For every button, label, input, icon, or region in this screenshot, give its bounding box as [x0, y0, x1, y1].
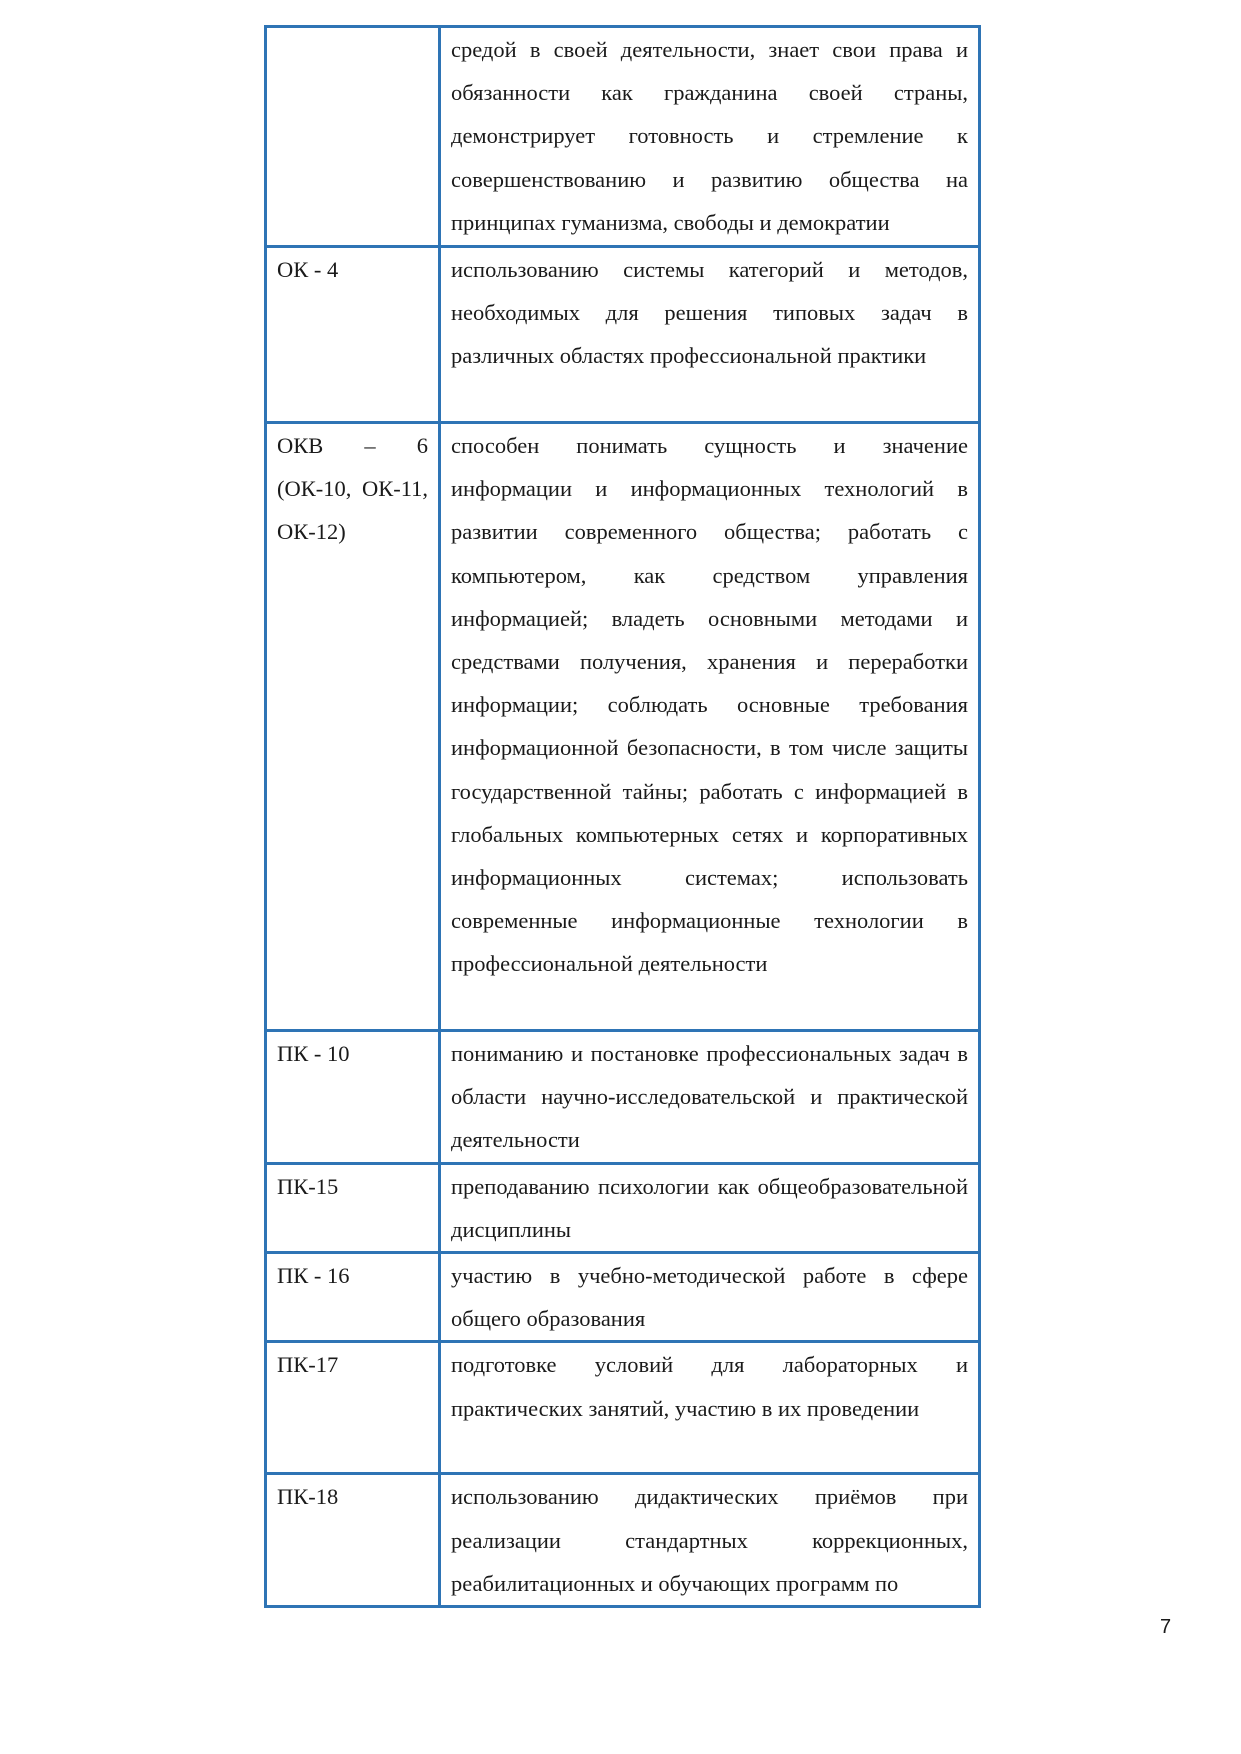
table-row — [266, 27, 980, 247]
table-row — [266, 423, 980, 1031]
competency-description: подготовке условий для лабораторных и практических занятий, участию в их проведении — [440, 1342, 980, 1474]
competency-description: преподаванию психологии как общеобразовательной дисциплины — [440, 1163, 980, 1252]
table-row — [266, 247, 980, 423]
competency-code: ПК-18 — [266, 1474, 440, 1607]
competencies-table — [264, 25, 981, 1608]
competency-description: участию в учебно-методической работе в сфере общего образования — [440, 1253, 980, 1342]
page-number: 7 — [1160, 1616, 1172, 1638]
competency-description: использованию системы категорий и методов, необходимых для решения типовых задач в различных областях профессиональной практики — [440, 247, 980, 423]
table-row — [266, 1253, 980, 1342]
competency-description: пониманию и постановке профессиональных задач в области научно-исследовательской и практической деятельности — [440, 1031, 980, 1164]
competency-code — [266, 27, 440, 247]
competency-description: использованию дидактических приёмов при реализации стандартных коррекционных, реабилитационных и обучающих программ по — [440, 1474, 980, 1607]
competency-code: ОКВ – 6 (ОК-10, ОК-11, ОК-12) — [266, 423, 440, 1031]
table-row — [266, 1474, 980, 1607]
table-row — [266, 1031, 980, 1164]
competency-code: ПК-17 — [266, 1342, 440, 1474]
competency-description: средой в своей деятельности, знает свои права и обязанности как гражданина своей страны, демонстрирует готовность и стремление к совершенствованию и развитию общества на принципах гуманизма, свободы и демократии — [440, 27, 980, 247]
competency-code: ПК-15 — [266, 1163, 440, 1252]
table-row — [266, 1163, 980, 1252]
table-row — [266, 1342, 980, 1474]
competency-code: ОК - 4 — [266, 247, 440, 423]
competency-description: способен понимать сущность и значение информации и информационных технологий в развитии современного общества; работать с компьютером, как средством управления информацией; владеть основными методами и средствами получения, хранения и переработки информации; соблюдать основные требования информационной безопасности, в том числе защиты государственной тайны; работать с информацией в глобальных компьютерных сетях и корпоративных информационных системах; использовать современные информационные технологии в профессиональной деятельности — [440, 423, 980, 1031]
competency-code: ПК - 16 — [266, 1253, 440, 1342]
competency-code: ПК - 10 — [266, 1031, 440, 1164]
